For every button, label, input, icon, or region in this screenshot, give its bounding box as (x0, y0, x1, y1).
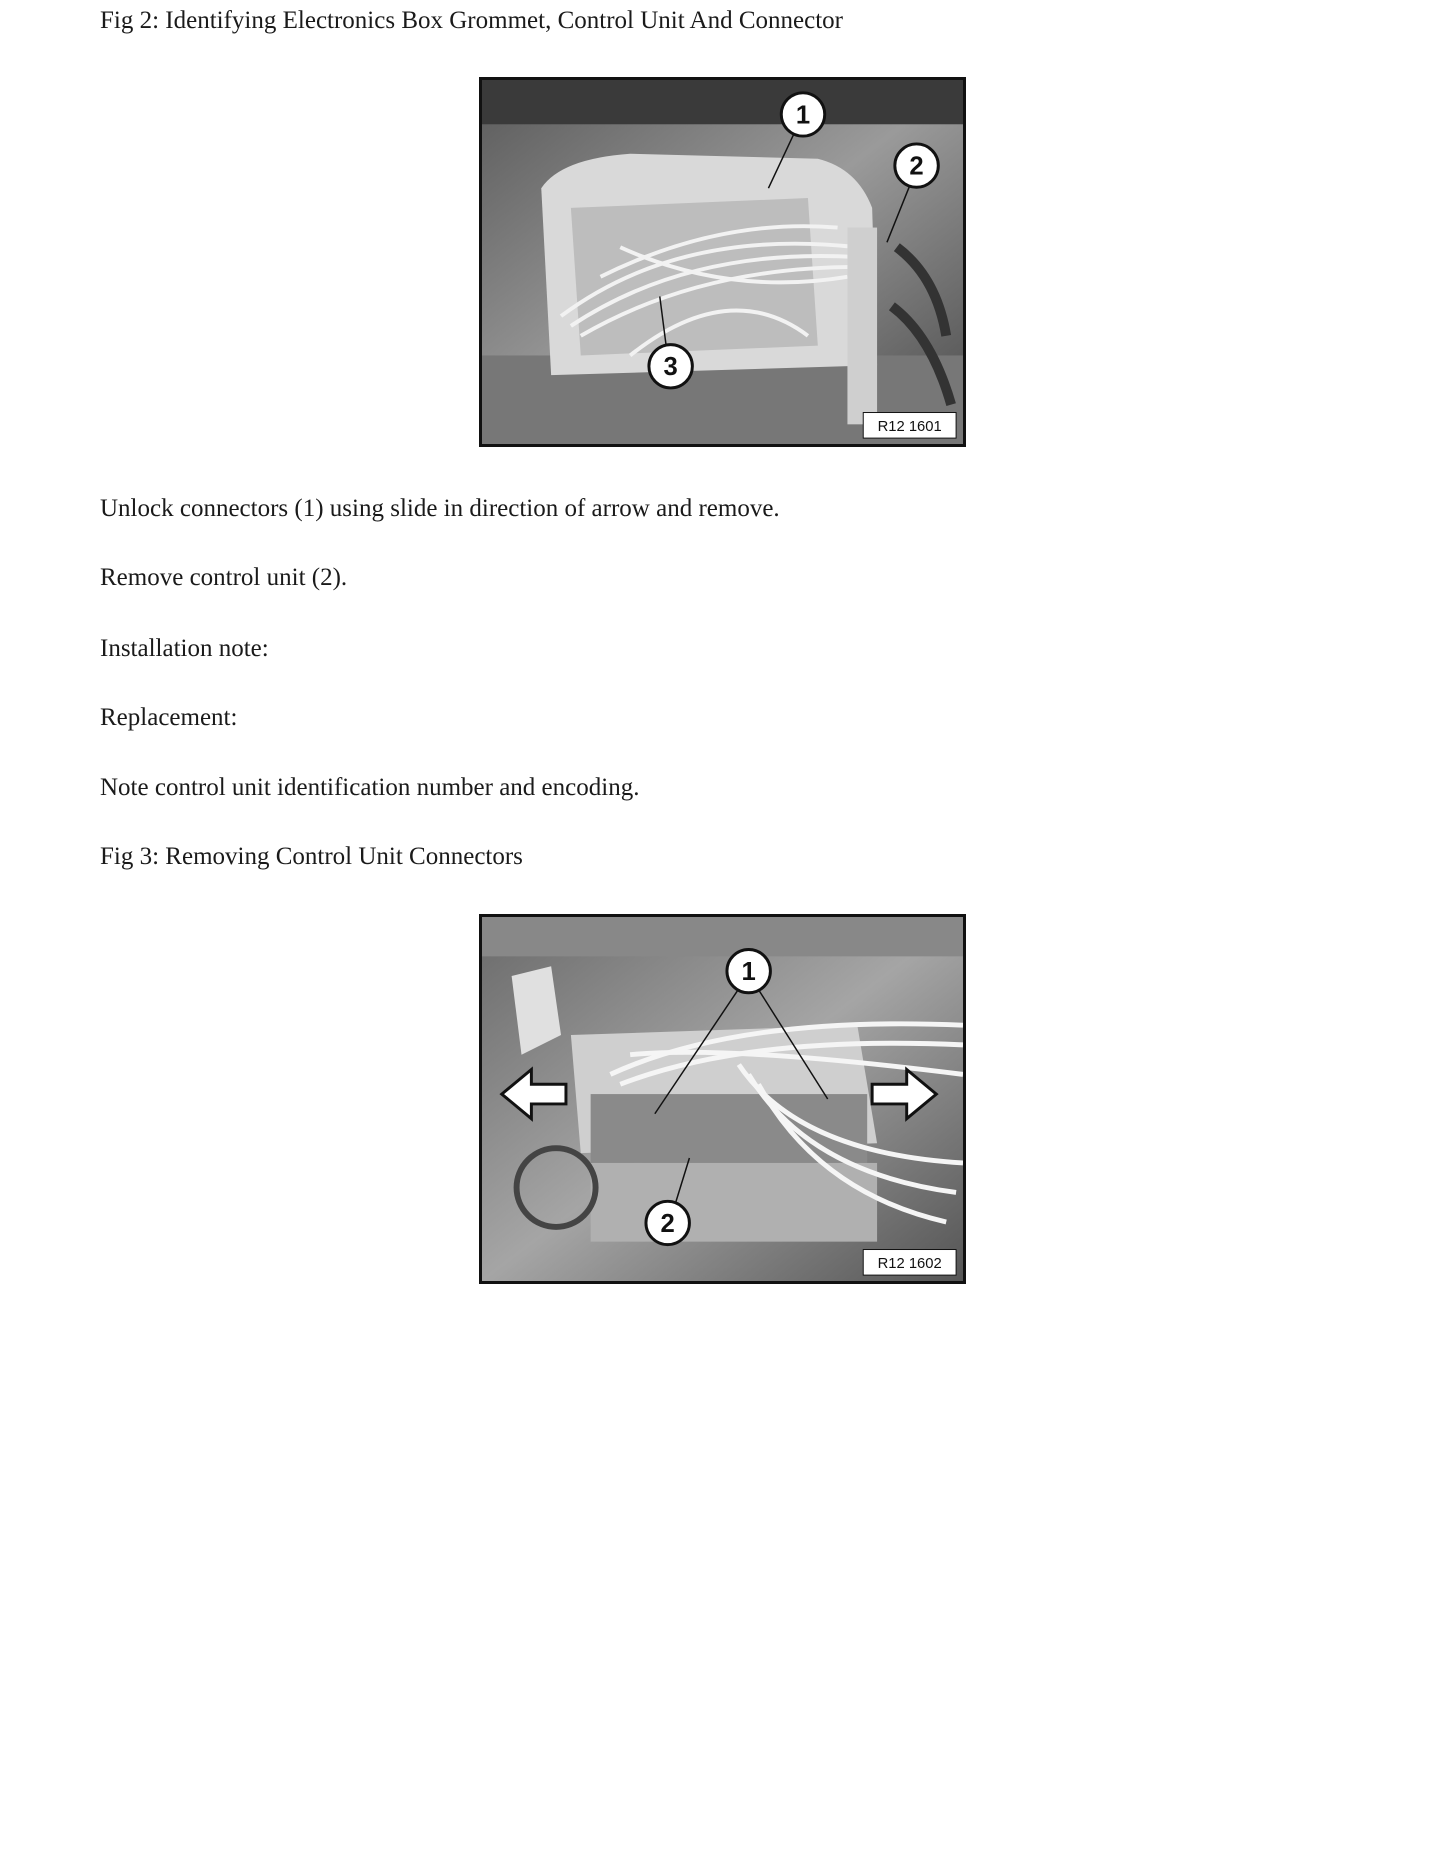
step-unlock-connectors: Unlock connectors (1) using slide in direction of arrow and remove. (100, 495, 780, 522)
figure-3-photo (479, 914, 966, 1284)
installation-note-heading: Installation note: (100, 635, 269, 662)
replacement-heading: Replacement: (100, 704, 238, 731)
fig3-reference-label: R12 1602 (877, 1256, 942, 1273)
figure-2-photo (479, 77, 966, 447)
note-identification-number: Note control unit identification number and encoding. (100, 774, 640, 801)
fig2-callout-2-label: 2 (909, 152, 924, 181)
fig2-callout-3-label: 3 (663, 353, 678, 382)
figure-2-caption: Fig 2: Identifying Electronics Box Grommet, Control Unit And Connector (100, 7, 843, 34)
figure-3-caption: Fig 3: Removing Control Unit Connectors (100, 843, 523, 870)
fig3-callout-1-label: 1 (741, 958, 756, 986)
step-remove-control-unit: Remove control unit (2). (100, 564, 348, 591)
fig3-callout-2-label: 2 (660, 1209, 675, 1238)
fig2-reference-label: R12 1601 (877, 419, 942, 436)
fig2-callout-1-label: 1 (795, 101, 811, 130)
